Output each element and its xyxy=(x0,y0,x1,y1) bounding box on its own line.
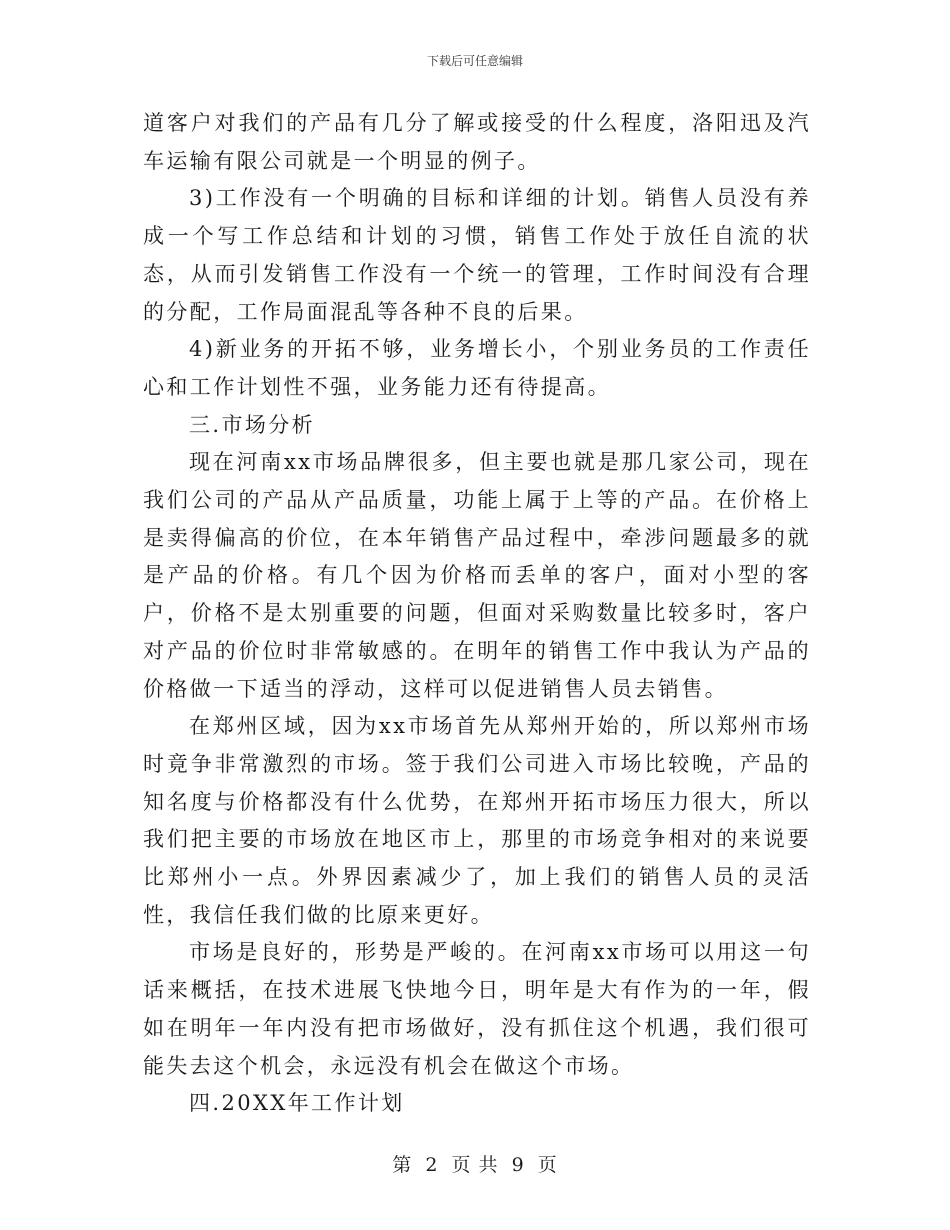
total-pages-number: 9 xyxy=(511,1154,525,1176)
page-header: 下载后可任意编辑 xyxy=(426,54,523,68)
document-body xyxy=(143,105,811,1123)
current-page-number: 2 xyxy=(425,1154,439,1176)
page-footer xyxy=(0,1152,950,1178)
paragraph-6: 在郑州区域，因为xx市场首先从郑州开始的，所以郑州市场时竟争非常激烈的市场。签于我们公司进入市场比较晚，产品的知名度与价格都没有什么优势，在郑州开拓市场压力很大，所以我们把主要的市场放在地区市上，那里的市场竞争相对的来说要比郑州小一点。外界因素减少了，加上我们的销售人员的灵活性，我信任我们做的比原来更好。 xyxy=(143,714,811,927)
footer-middle: 页 共 xyxy=(451,1154,499,1176)
section-heading-work-plan: 四.20XX年工作计划 xyxy=(189,1091,405,1116)
paragraph-2: 3)工作没有一个明确的目标和详细的计划。销售人员没有养成一个写工作总结和计划的习惯，销售工作处于放任自流的状态，从而引发销售工作没有一个统一的管理，工作时间没有合理的分配，工作局面混乱等各种不良的后果。 xyxy=(143,186,811,324)
paragraph-7: 市场是良好的，形势是严峻的。在河南xx市场可以用这一句话来概括，在技术进展飞快地今日，明年是大有作为的一年，假如在明年一年内没有把市场做好，没有抓住这个机遇，我们很可能失去这个机会，永远没有机会在做这个市场。 xyxy=(143,940,811,1078)
footer-suffix: 页 xyxy=(537,1154,558,1176)
section-heading-market-analysis: 三.市场分析 xyxy=(189,412,316,437)
paragraph-1: 道客户对我们的产品有几分了解或接受的什么程度，洛阳迅及汽车运输有限公司就是一个明显的例子。 xyxy=(143,111,811,173)
footer-prefix: 第 xyxy=(392,1154,413,1176)
paragraph-3: 4)新业务的开拓不够，业务增长小，个别业务员的工作责任心和工作计划性不强，业务能力还有待提高。 xyxy=(143,337,811,399)
paragraph-5: 现在河南xx市场品牌很多，但主要也就是那几家公司，现在我们公司的产品从产品质量，功能上属于上等的产品。在价格上是卖得偏高的价位，在本年销售产品过程中，牵涉问题最多的就是产品的价格。有几个因为价格而丢单的客户，面对小型的客户，价格不是太别重要的问题，但面对采购数量比较多时，客户对产品的价位时非常敏感的。在明年的销售工作中我认为产品的价格做一下适当的浮动，这样可以促进销售人员去销售。 xyxy=(143,450,811,701)
